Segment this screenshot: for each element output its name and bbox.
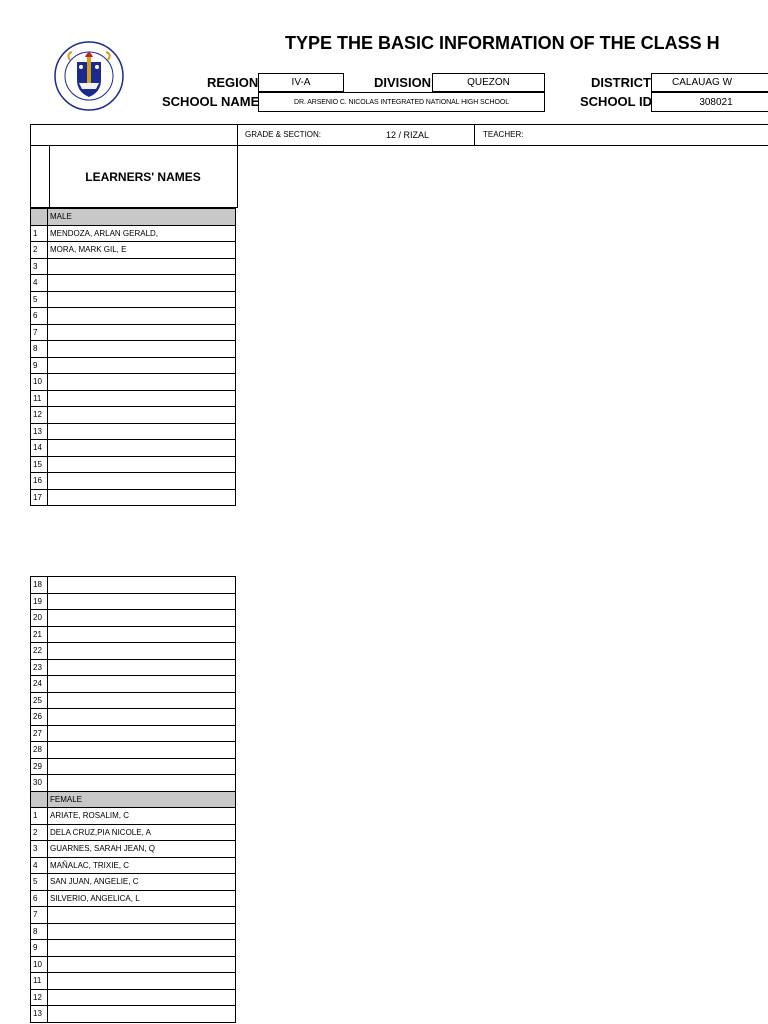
learners-header-cell (30, 145, 238, 208)
names-column-divider (237, 124, 238, 146)
male-learner-row (31, 357, 236, 374)
roster-table-2 (30, 576, 236, 1023)
male-learner-row-number: 3 (31, 258, 48, 275)
male-learner-row (31, 725, 236, 742)
male-learner-name-cell[interactable] (48, 709, 236, 726)
male-learner-name-cell[interactable] (48, 407, 236, 424)
school-id-label: SCHOOL ID (580, 94, 652, 109)
female-learner-row (31, 824, 236, 841)
female-learner-row (31, 973, 236, 990)
female-learner-row (31, 841, 236, 858)
male-learner-name-cell[interactable] (48, 258, 236, 275)
male-learner-row-number: 18 (31, 577, 48, 594)
page-title: TYPE THE BASIC INFORMATION OF THE CLASS H (285, 33, 720, 53)
female-learner-row (31, 857, 236, 874)
learners-names-header: LEARNERS' NAMES (85, 170, 201, 184)
female-learner-row (31, 890, 236, 907)
male-learner-row (31, 758, 236, 775)
male-learner-row-number: 28 (31, 742, 48, 759)
male-learner-name-cell[interactable] (48, 692, 236, 709)
female-learner-name-cell[interactable] (48, 907, 236, 924)
male-learner-row (31, 258, 236, 275)
male-learner-row-number: 19 (31, 593, 48, 610)
female-learner-row-number: 6 (31, 890, 48, 907)
deped-seal-logo (48, 40, 130, 112)
male-learner-row-number: 14 (31, 440, 48, 457)
female-learner-name-cell[interactable] (48, 989, 236, 1006)
female-learner-row (31, 989, 236, 1006)
male-learner-row-number: 15 (31, 456, 48, 473)
male-learner-name-cell[interactable] (48, 324, 236, 341)
male-learner-row (31, 374, 236, 391)
female-learner-row-number: 1 (31, 808, 48, 825)
district-field[interactable]: CALAUAG W (651, 73, 768, 92)
male-learner-row-number: 5 (31, 291, 48, 308)
female-learner-name-cell[interactable] (48, 973, 236, 990)
grade-section-divider (474, 124, 475, 146)
male-learner-row (31, 341, 236, 358)
male-learner-row-number: 30 (31, 775, 48, 792)
male-learner-name-cell[interactable] (48, 489, 236, 506)
female-learner-row-number: 10 (31, 956, 48, 973)
male-learner-row-number: 6 (31, 308, 48, 325)
male-learner-row (31, 456, 236, 473)
male-learner-name-cell[interactable] (48, 440, 236, 457)
male-learner-name-cell[interactable] (48, 758, 236, 775)
male-learner-row (31, 692, 236, 709)
male-learner-name-cell[interactable] (48, 593, 236, 610)
male-learner-name-cell[interactable] (48, 775, 236, 792)
male-learner-row-number: 21 (31, 626, 48, 643)
male-learner-row-number: 27 (31, 725, 48, 742)
school-id-field[interactable]: 308021 (651, 92, 768, 112)
male-learner-row (31, 242, 236, 259)
male-learner-row (31, 423, 236, 440)
male-learner-name-cell[interactable] (48, 308, 236, 325)
male-learner-row-number: 24 (31, 676, 48, 693)
male-learner-row-number: 26 (31, 709, 48, 726)
female-learner-row (31, 1006, 236, 1023)
male-learner-row (31, 610, 236, 627)
male-learner-row (31, 626, 236, 643)
male-learner-name-cell[interactable] (48, 725, 236, 742)
male-learner-name-cell[interactable] (48, 659, 236, 676)
male-learner-row-number: 25 (31, 692, 48, 709)
male-learner-row (31, 593, 236, 610)
male-learner-row-number: 20 (31, 610, 48, 627)
male-learner-row (31, 676, 236, 693)
female-learner-name-cell[interactable] (48, 923, 236, 940)
male-learner-name-cell[interactable]: MORA, MARK GIL, E (48, 242, 236, 259)
male-learner-row (31, 489, 236, 506)
female-learner-name-cell[interactable]: DELA CRUZ,PIA NICOLE, A (48, 824, 236, 841)
male-learner-row-number: 29 (31, 758, 48, 775)
male-learner-name-cell[interactable] (48, 423, 236, 440)
male-learner-name-cell[interactable] (48, 291, 236, 308)
male-learner-row (31, 473, 236, 490)
male-learner-name-cell[interactable] (48, 643, 236, 660)
female-learner-name-cell[interactable]: GUARNES, SARAH JEAN, Q (48, 841, 236, 858)
male-learner-name-cell[interactable] (48, 473, 236, 490)
male-learner-name-cell[interactable] (48, 626, 236, 643)
male-learner-name-cell[interactable]: MENDOZA, ARLAN GERALD, (48, 225, 236, 242)
male-learner-name-cell[interactable] (48, 676, 236, 693)
header-top-border (30, 124, 768, 125)
female-learner-name-cell[interactable]: SAN JUAN, ANGELIE, C (48, 874, 236, 891)
female-learner-row-number: 5 (31, 874, 48, 891)
teacher-label: TEACHER: (483, 130, 524, 139)
female-section-label: FEMALE (48, 791, 236, 808)
male-learner-name-cell[interactable] (48, 390, 236, 407)
female-learner-row-number: 13 (31, 1006, 48, 1023)
male-learner-row-number: 22 (31, 643, 48, 660)
male-section-row (31, 209, 236, 226)
male-learner-row (31, 577, 236, 594)
male-learner-row-number: 16 (31, 473, 48, 490)
male-learner-row-number: 23 (31, 659, 48, 676)
male-learner-name-cell[interactable] (48, 357, 236, 374)
division-field[interactable]: QUEZON (432, 73, 545, 92)
female-learner-row-number: 2 (31, 824, 48, 841)
female-learner-row (31, 956, 236, 973)
male-learner-row (31, 775, 236, 792)
female-learner-row-number: 4 (31, 857, 48, 874)
male-learner-row (31, 659, 236, 676)
female-learner-row-number: 9 (31, 940, 48, 957)
male-learner-row (31, 643, 236, 660)
school-name-field[interactable]: DR. ARSENIO C. NICOLAS INTEGRATED NATIONAL HIGH SCHOOL (258, 92, 545, 112)
male-learner-row-number: 13 (31, 423, 48, 440)
male-learner-row-number: 9 (31, 357, 48, 374)
male-learner-row (31, 390, 236, 407)
female-learner-row (31, 907, 236, 924)
grade-section-value[interactable]: 12 / RIZAL (386, 130, 430, 140)
female-learner-row-number: 8 (31, 923, 48, 940)
male-learner-row (31, 291, 236, 308)
male-learner-row (31, 742, 236, 759)
male-learner-name-cell[interactable] (48, 610, 236, 627)
district-label: DISTRICT (591, 75, 651, 90)
male-learner-row-number: 7 (31, 324, 48, 341)
female-learner-name-cell[interactable]: MAÑALAC, TRIXIE, C (48, 857, 236, 874)
male-learner-row (31, 709, 236, 726)
male-learner-row-number: 11 (31, 390, 48, 407)
male-section-label: MALE (48, 209, 236, 226)
male-learner-row-number: 17 (31, 489, 48, 506)
female-learner-row-number: 3 (31, 841, 48, 858)
male-learner-row-number: 10 (31, 374, 48, 391)
male-learner-row (31, 308, 236, 325)
region-label: REGION (207, 75, 259, 90)
male-learner-row-number: 12 (31, 407, 48, 424)
female-learner-name-cell[interactable] (48, 956, 236, 973)
female-learner-name-cell[interactable] (48, 1006, 236, 1023)
male-learner-name-cell[interactable] (48, 275, 236, 292)
male-learner-row-number: 8 (31, 341, 48, 358)
male-learner-row-number: 4 (31, 275, 48, 292)
male-learner-row (31, 275, 236, 292)
female-learner-row-number: 7 (31, 907, 48, 924)
male-roster-table-1 (30, 208, 236, 506)
male-learner-row (31, 324, 236, 341)
male-learner-name-cell[interactable] (48, 341, 236, 358)
grade-section-label: GRADE & SECTION: (245, 130, 322, 139)
female-learner-name-cell[interactable] (48, 940, 236, 957)
male-learner-name-cell[interactable] (48, 577, 236, 594)
male-learner-name-cell[interactable] (48, 456, 236, 473)
female-learner-row (31, 874, 236, 891)
female-learner-row-number: 12 (31, 989, 48, 1006)
female-learner-row (31, 808, 236, 825)
female-section-row (31, 791, 236, 808)
female-learner-row (31, 940, 236, 957)
female-learner-name-cell[interactable]: ARIATE, ROSALIM, C (48, 808, 236, 825)
female-learner-row (31, 923, 236, 940)
school-name-label: SCHOOL NAME (162, 94, 260, 109)
male-learner-row (31, 225, 236, 242)
male-learner-name-cell[interactable] (48, 374, 236, 391)
male-learner-name-cell[interactable] (48, 742, 236, 759)
division-label: DIVISION (374, 75, 432, 90)
region-field[interactable]: IV-A (258, 73, 344, 92)
female-learner-name-cell[interactable]: SILVERIO, ANGELICA, L (48, 890, 236, 907)
male-learner-row-number: 2 (31, 242, 48, 259)
male-learner-row (31, 407, 236, 424)
male-learner-row (31, 440, 236, 457)
male-learner-row-number: 1 (31, 225, 48, 242)
female-learner-row-number: 11 (31, 973, 48, 990)
